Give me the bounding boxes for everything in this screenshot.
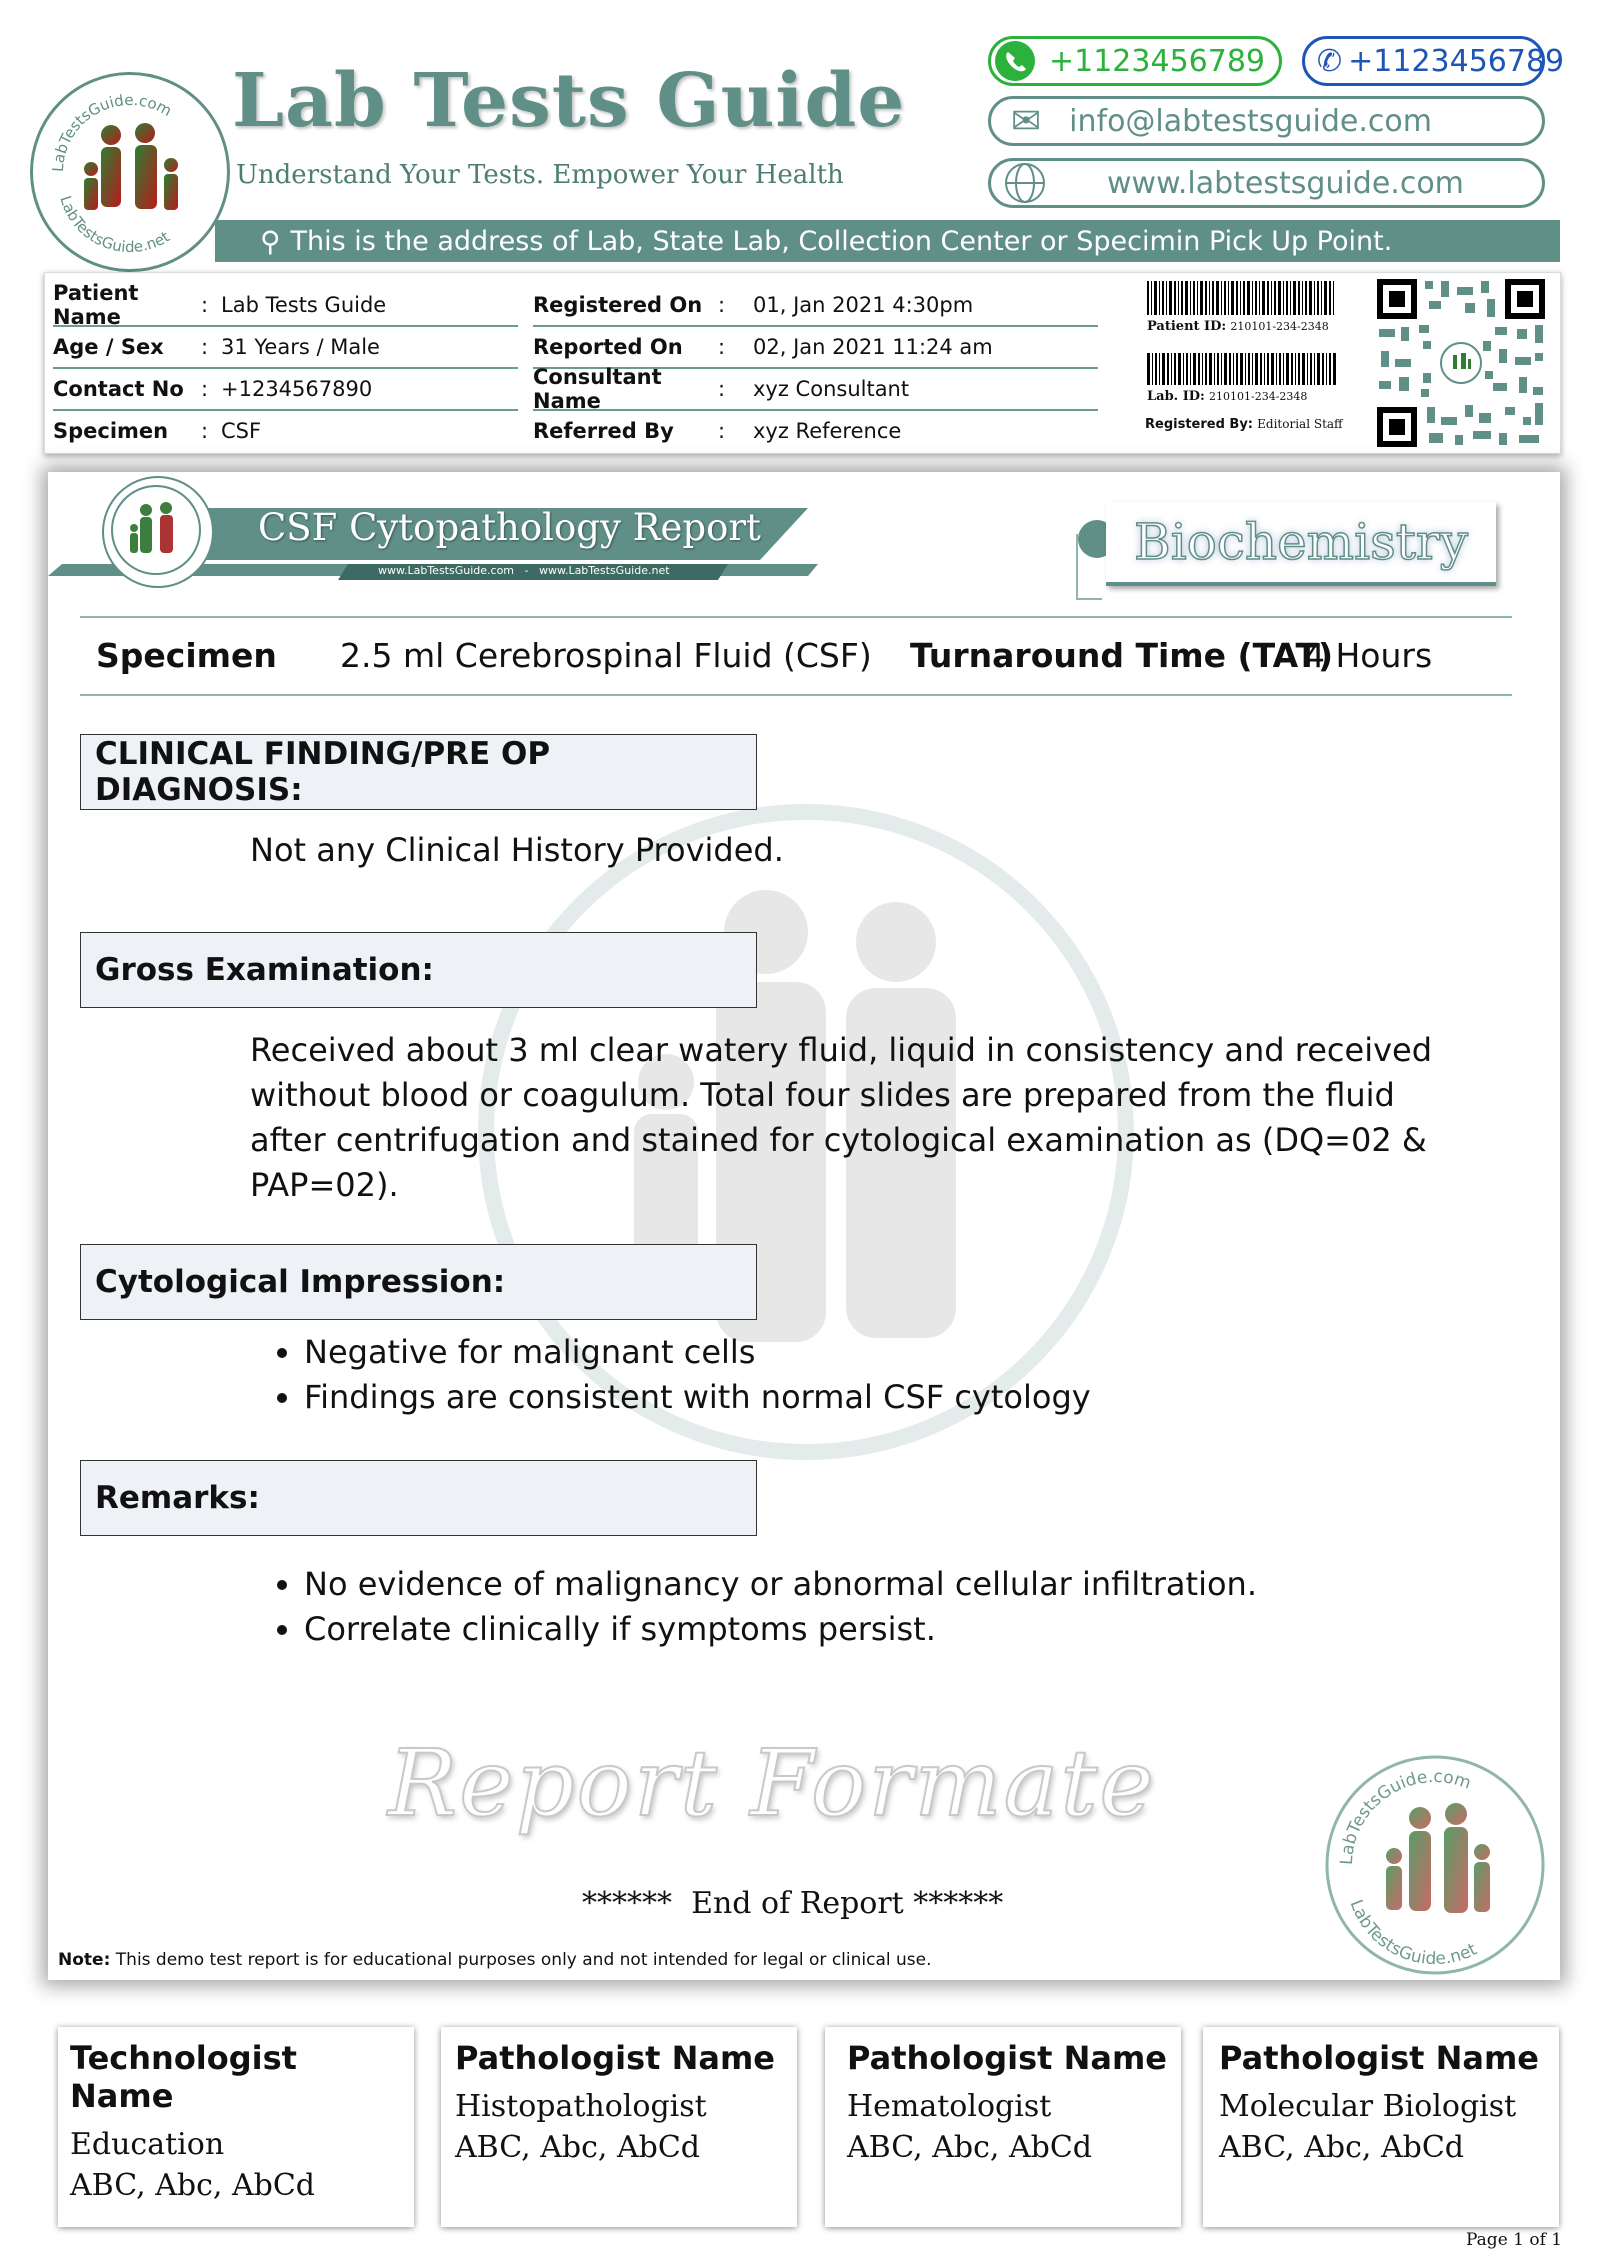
page-number: Page 1 of 1 — [1466, 2230, 1563, 2250]
svg-text:LabTestsGuide.com: LabTestsGuide.com — [1336, 1766, 1474, 1866]
specimen-row: Specimen : CSF — [53, 419, 262, 443]
mail-icon: ✉ — [1011, 100, 1042, 142]
whatsapp-phone[interactable]: +1123456789 — [988, 36, 1282, 86]
remarks-heading: Remarks: — [80, 1460, 757, 1536]
signature-hematologist: Pathologist Name Hematologist ABC, Abc, AbCd — [825, 2027, 1181, 2227]
list-item: • Findings are consistent with normal CSF cytology — [304, 1375, 1091, 1420]
svg-text:LabTestsGuide.net: LabTestsGuide.net — [1345, 1897, 1481, 1970]
location-pin-icon: ⚲ — [260, 224, 281, 258]
gross-heading: Gross Examination: — [80, 932, 757, 1008]
watermark-text: Report Formate — [388, 1730, 1156, 1837]
reported-on-row: Reported On : 02, Jan 2021 11:24 am — [533, 327, 1098, 369]
call-phone[interactable]: ✆ +1123456789 — [1302, 36, 1545, 86]
stamp-logo — [1322, 1752, 1548, 1978]
clinical-text: Not any Clinical History Provided. — [250, 831, 784, 869]
tat-value: 4 Hours — [1304, 636, 1433, 675]
address-bar: ⚲ This is the address of Lab, State Lab, Collection Center or Specimin Pick Up Point. — [215, 220, 1560, 262]
list-item: • No evidence of malignancy or abnormal cellular infiltration. — [304, 1562, 1257, 1607]
logo-top-text: LabTestsGuide.com — [48, 90, 175, 173]
list-item: • Correlate clinically if symptoms persist. — [304, 1607, 1257, 1652]
signature-molecular-biologist: Pathologist Name Molecular Biologist ABC, Abc, AbCd — [1203, 2027, 1559, 2227]
brand-name: Lab Tests Guide — [232, 58, 906, 144]
patient-info-panel — [44, 272, 1561, 454]
end-of-report: ****** End of Report ****** — [582, 1886, 1004, 1921]
impression-list — [250, 1330, 1091, 1420]
age-sex-row: Age / Sex : 31 Years / Male — [53, 327, 518, 369]
gross-text: Received about 3 ml clear watery fluid, liquid in consistency and received without blood or coagulum. Total four slides are prepared from the fluid after centrifugation and stained for cytological examination as (DQ=02 & PAP=02). — [250, 1031, 1433, 1204]
whatsapp-icon — [995, 41, 1035, 81]
registered-on-row: Registered On : 01, Jan 2021 4:30pm — [533, 285, 1098, 327]
report-panel — [48, 472, 1560, 1980]
contact-row: Contact No : +1234567890 — [53, 369, 518, 411]
department-badge: Biochemistry — [1106, 502, 1496, 586]
list-item: • Negative for malignant cells — [304, 1330, 1091, 1375]
specimen-label: Specimen — [96, 636, 277, 675]
website-contact[interactable]: www.labtestsguide.com — [988, 158, 1545, 208]
clinical-heading: CLINICAL FINDING/PRE OP DIAGNOSIS: — [80, 734, 757, 810]
qr-code — [1375, 277, 1547, 449]
referred-by-row: Referred By : xyz Reference — [533, 419, 902, 443]
brand-logo — [30, 72, 230, 272]
lab-id-barcode: Lab. ID: 210101-234-2348 — [1147, 353, 1347, 404]
patient-name-row: Patient Name : Lab Tests Guide — [53, 285, 518, 327]
disclaimer-note: Note: This demo test report is for educational purposes only and not intended for legal or clinical use. — [58, 1950, 932, 1970]
brand-tagline: Understand Your Tests. Empower Your Health — [236, 160, 844, 190]
patient-id-barcode: Patient ID: 210101-234-2348 — [1147, 281, 1347, 334]
signature-histopathologist: Pathologist Name Histopathologist ABC, Abc, AbCd — [441, 2027, 797, 2227]
report-sites: www.LabTestsGuide.com - www.LabTestsGuide.net — [378, 564, 670, 577]
signature-technologist: Technologist Name Education ABC, Abc, AbCd — [58, 2027, 414, 2227]
barcode-image — [1147, 281, 1337, 315]
barcode-image — [1147, 353, 1337, 385]
registered-by: Registered By: Editorial Staff — [1145, 417, 1343, 432]
impression-heading: Cytological Impression: — [80, 1244, 757, 1320]
report-title: CSF Cytopathology Report — [258, 506, 761, 549]
tat-label: Turnaround Time (TAT) — [910, 636, 1334, 675]
logo-bottom-text: LabTestsGuide.net — [56, 193, 173, 257]
email-contact[interactable]: ✉ info@labtestsguide.com — [988, 96, 1545, 146]
specimen-value: 2.5 ml Cerebrospinal Fluid (CSF) — [340, 636, 872, 675]
remarks-list — [250, 1562, 1257, 1652]
report-logo — [102, 476, 214, 588]
phone-icon: ✆ — [1317, 43, 1343, 79]
consultant-row: Consultant Name : xyz Consultant — [533, 369, 1098, 411]
globe-icon — [1003, 161, 1047, 205]
